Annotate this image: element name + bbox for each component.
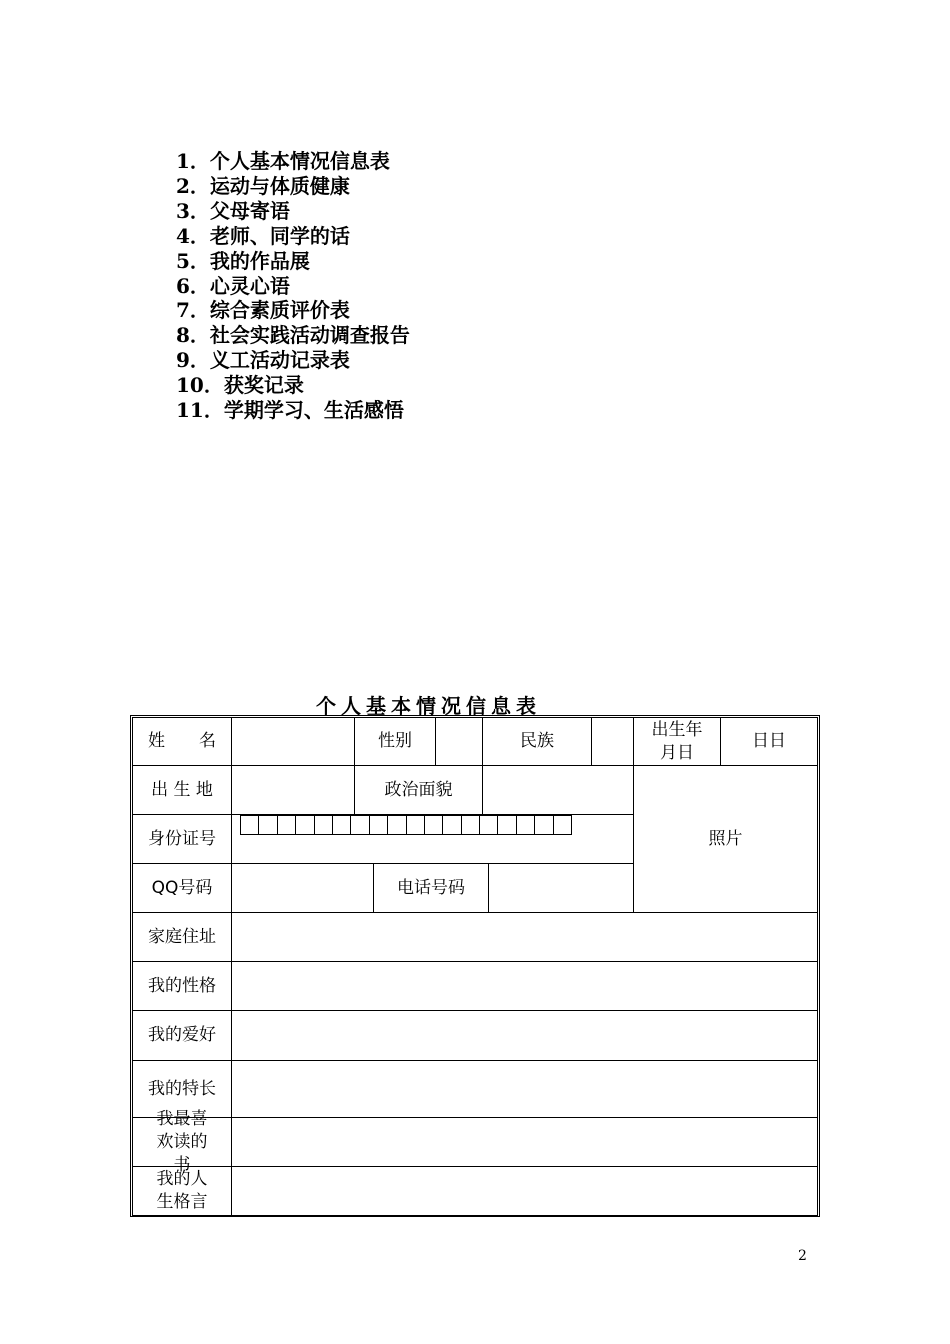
id-digit-box[interactable]	[516, 815, 535, 835]
toc-item: 3．父母寄语	[176, 198, 290, 223]
favorite-book-label: 我最喜欢读的书	[132, 1117, 232, 1167]
favorite-book-field[interactable]	[231, 1117, 818, 1167]
table-of-contents	[176, 149, 410, 423]
id-digit-box[interactable]	[277, 815, 296, 835]
hobby-field[interactable]	[231, 1010, 818, 1061]
id-digit-box[interactable]	[387, 815, 406, 835]
hobby-label: 我的爱好	[132, 1010, 232, 1061]
id-digit-box[interactable]	[369, 815, 388, 835]
toc-item: 11．学期学习、生活感悟	[176, 398, 404, 423]
id-digit-box[interactable]	[332, 815, 351, 835]
id-digit-box[interactable]	[240, 815, 259, 835]
id-number-boxes[interactable]	[240, 815, 571, 835]
toc-item: 5．我的作品展	[176, 248, 310, 273]
form-title: 个人基本情况信息表	[316, 694, 541, 718]
birth-date-field[interactable]: 日日	[720, 717, 818, 766]
id-digit-box[interactable]	[461, 815, 480, 835]
id-number-label: 身份证号	[132, 814, 232, 864]
toc-item: 8．社会实践活动调查报告	[176, 323, 410, 348]
personality-field[interactable]	[231, 961, 818, 1011]
gender-label: 性别	[354, 717, 436, 766]
page-number: 2	[798, 1248, 807, 1264]
gender-field[interactable]	[435, 717, 483, 766]
toc-item: 1．个人基本情况信息表	[176, 149, 390, 173]
address-label: 家庭住址	[132, 912, 232, 962]
id-digit-box[interactable]	[479, 815, 498, 835]
id-digit-box[interactable]	[424, 815, 443, 835]
toc-item: 10．获奖记录	[176, 373, 304, 398]
id-digit-box[interactable]	[534, 815, 553, 835]
specialty-field[interactable]	[231, 1060, 818, 1118]
id-digit-box[interactable]	[442, 815, 461, 835]
id-digit-box[interactable]	[406, 815, 425, 835]
toc-item: 6．心灵心语	[176, 273, 290, 298]
birthplace-field[interactable]	[231, 765, 355, 815]
motto-label: 我的人生格言	[132, 1166, 232, 1216]
qq-label: QQ号码	[132, 863, 232, 913]
name-label: 姓 名	[132, 717, 232, 766]
political-field[interactable]	[482, 765, 634, 815]
id-digit-box[interactable]	[314, 815, 333, 835]
birthplace-label: 出 生 地	[132, 765, 232, 815]
political-label: 政治面貌	[354, 765, 483, 815]
phone-label: 电话号码	[373, 863, 489, 913]
id-digit-box[interactable]	[295, 815, 314, 835]
personality-label: 我的性格	[132, 961, 232, 1011]
birth-date-label: 出生年月日	[633, 717, 721, 766]
toc-item: 2．运动与体质健康	[176, 173, 350, 198]
ethnicity-label: 民族	[482, 717, 592, 766]
motto-field[interactable]	[231, 1166, 818, 1216]
name-field[interactable]	[231, 717, 355, 766]
toc-item: 7．综合素质评价表	[176, 298, 350, 323]
toc-item: 9．义工活动记录表	[176, 348, 350, 373]
ethnicity-field[interactable]	[591, 717, 634, 766]
toc-item: 4．老师、同学的话	[176, 223, 350, 248]
qq-field[interactable]	[231, 863, 374, 913]
address-field[interactable]	[231, 912, 818, 962]
specialty-label: 我的特长	[132, 1060, 232, 1118]
id-digit-box[interactable]	[258, 815, 277, 835]
id-digit-box[interactable]	[350, 815, 369, 835]
id-digit-box[interactable]	[497, 815, 516, 835]
photo-area: 照片	[633, 765, 818, 913]
phone-field[interactable]	[488, 863, 634, 913]
id-digit-box[interactable]	[553, 815, 572, 835]
